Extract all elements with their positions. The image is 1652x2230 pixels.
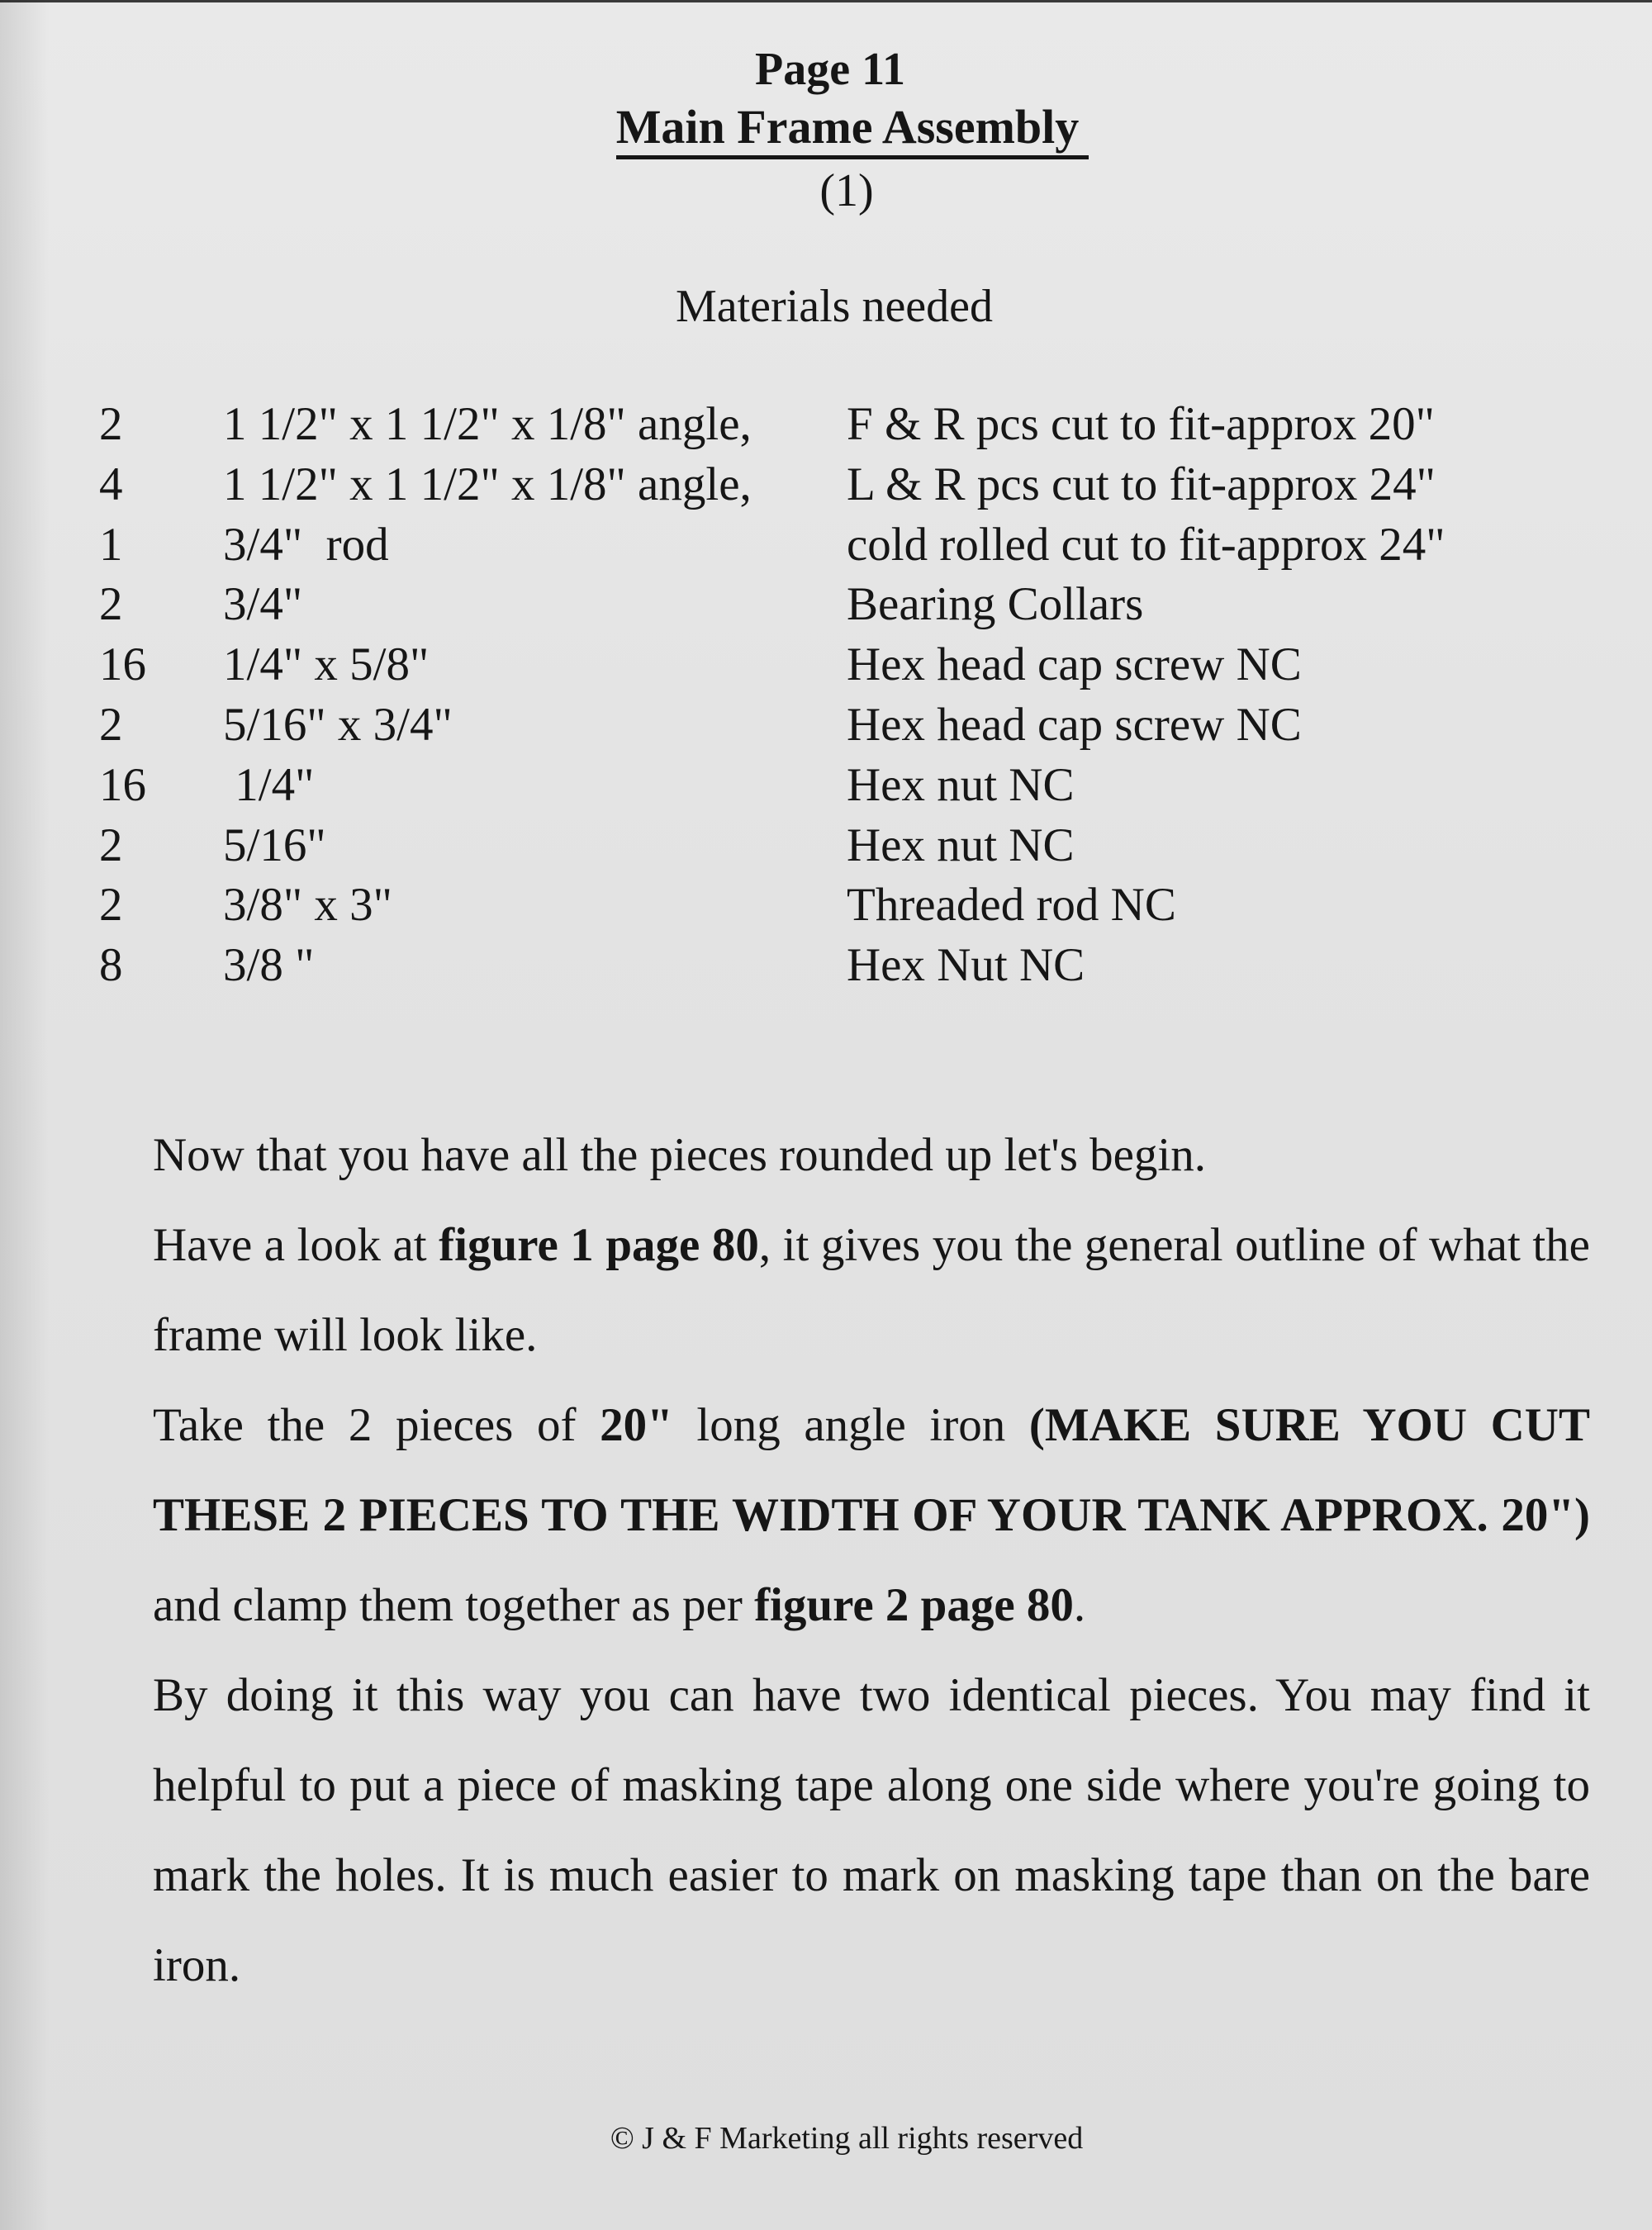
length-emphasis: 20" (600, 1399, 673, 1451)
page-number: Page 11 (755, 44, 905, 95)
material-size: 3/8 " (223, 939, 315, 992)
material-qty: 2 (99, 698, 123, 751)
material-description: F & R pcs cut to fit-approx 20" (847, 398, 1435, 450)
instruction-text: and clamp them together as per (153, 1579, 755, 1631)
instruction-text: Now that you have all the pieces rounded up let's begin. (153, 1129, 1207, 1181)
material-description: cold rolled cut to fit-approx 24" (847, 518, 1446, 571)
instruction-paragraph-4 (153, 1650, 1590, 2010)
warning-text: (MAKE SURE YOU CUT THESE 2 PIECES TO THE WIDTH OF YOUR TANK APPROX. 20") (153, 1399, 1590, 1541)
materials-heading: Materials needed (675, 281, 994, 332)
material-row (99, 936, 1553, 996)
material-size: 3/4" rod (223, 518, 389, 571)
material-description: Threaded rod NC (847, 879, 1176, 932)
instruction-text: Have a look at (153, 1219, 439, 1271)
material-size: 1/4" x 5/8" (223, 638, 430, 691)
instruction-text: long angle iron (672, 1399, 1029, 1451)
material-qty: 16 (99, 758, 146, 811)
instructions-body (153, 1110, 1590, 2010)
material-row (99, 695, 1553, 756)
material-size: 3/4" (223, 578, 303, 631)
material-description: Hex nut NC (847, 758, 1075, 811)
section-index: (1) (819, 165, 874, 216)
material-qty: 4 (99, 458, 123, 510)
material-description: Hex head cap screw NC (847, 698, 1302, 751)
material-row (99, 455, 1553, 515)
material-row (99, 515, 1553, 576)
material-qty: 2 (99, 398, 123, 450)
figure-reference: figure 2 page 80 (754, 1579, 1074, 1631)
instruction-text: . (1073, 1579, 1086, 1631)
material-size: 1 1/2" x 1 1/2" x 1/8" angle, (223, 398, 752, 450)
material-size: 1/4" (223, 758, 315, 811)
page-header (0, 40, 1652, 222)
material-qty: 2 (99, 818, 123, 871)
material-row (99, 816, 1553, 876)
material-description: L & R pcs cut to fit-approx 24" (847, 458, 1436, 510)
instruction-text: , it gives you the general outline of what the frame will look like. (153, 1219, 1590, 1361)
material-qty: 8 (99, 939, 123, 992)
material-row (99, 635, 1553, 695)
figure-reference: figure 1 page 80 (439, 1219, 759, 1271)
material-size: 5/16" (223, 818, 326, 871)
material-qty: 2 (99, 879, 123, 932)
material-description: Hex nut NC (847, 818, 1075, 871)
instruction-paragraph-2 (153, 1200, 1590, 1380)
material-description: Bearing Collars (847, 578, 1144, 631)
materials-list (99, 395, 1553, 996)
material-size: 3/8" x 3" (223, 879, 392, 932)
material-row (99, 756, 1553, 816)
material-row (99, 575, 1553, 635)
instruction-text: By doing it this way you can have two identical pieces. You may find it helpful to put a piece of masking tape along one side where you're going to mark the holes. It is much easier to mark on masking tape than on the bare iron. (153, 1669, 1590, 1991)
material-description: Hex head cap screw NC (847, 638, 1302, 691)
instruction-paragraph-3 (153, 1380, 1590, 1650)
material-description: Hex Nut NC (847, 939, 1085, 992)
copyright-footer: © J & F Marketing all rights reserved (610, 2121, 1084, 2156)
material-qty: 2 (99, 578, 123, 631)
material-row (99, 875, 1553, 936)
page-title: Main Frame Assembly (616, 99, 1089, 159)
material-qty: 1 (99, 518, 123, 571)
material-row (99, 395, 1553, 455)
material-size: 1 1/2" x 1 1/2" x 1/8" angle, (223, 458, 752, 510)
material-qty: 16 (99, 638, 146, 691)
instruction-text: Take the 2 pieces of (153, 1399, 601, 1451)
material-size: 5/16" x 3/4" (223, 698, 453, 751)
page-top-edge (0, 0, 1652, 2)
instruction-paragraph-1 (153, 1110, 1590, 1200)
